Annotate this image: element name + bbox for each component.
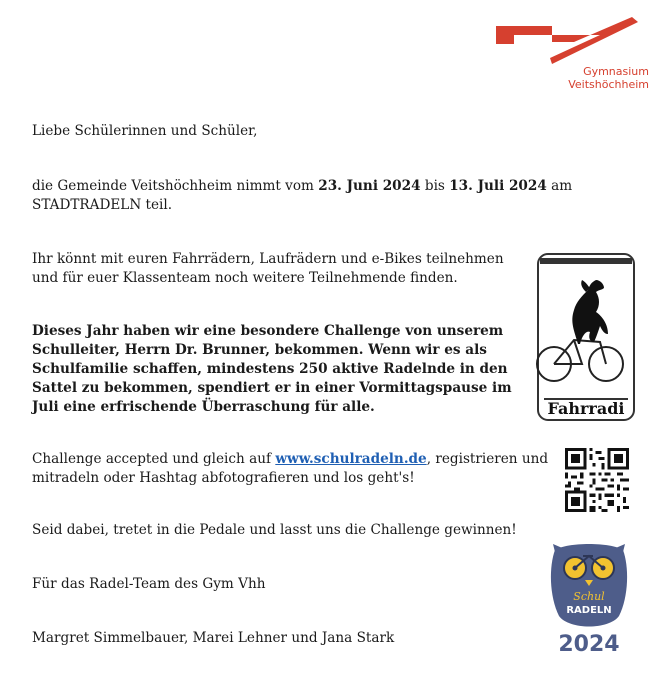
fahrradi-label: Fahrradi: [547, 399, 625, 418]
paragraph-challenge: [32, 322, 512, 417]
greeting: Liebe Schülerinnen und Schüler,: [32, 123, 258, 139]
paragraph-team: Für das Radel-Team des Gym Vhh: [32, 576, 266, 592]
p4-line2: mitradeln oder Hashtag abfotografieren und los geht's!: [32, 470, 415, 486]
paragraph-participation: [32, 250, 504, 288]
owl-icon: [547, 536, 631, 660]
fahrradi-badge: [530, 252, 642, 424]
p4-text-b: , registrieren und: [426, 451, 549, 467]
paragraph-dates: [32, 177, 572, 215]
paragraph-signatures: Margret Simmelbauer, Marei Lehner und Jana Stark: [32, 630, 395, 646]
p1-text-b: bis: [420, 178, 450, 194]
paragraph-register: [32, 450, 548, 488]
p2-line1: Ihr könnt mit euren Fahrrädern, Laufrädern und e-Bikes teilnehmen: [32, 251, 504, 267]
paragraph-motivation: Seid dabei, tretet in die Pedale und lasst uns die Challenge gewinnen!: [32, 522, 517, 538]
p1-text-a: die Gemeinde Veitshöchheim nimmt vom: [32, 178, 319, 194]
p2-line2: und für euer Klassenteam noch weitere Teilnehmende finden.: [32, 270, 458, 286]
owl-text-schul: Schul: [573, 590, 605, 603]
p3-line4: Sattel zu bekommen, spendiert er in einer Vormittagspause im: [32, 380, 512, 396]
fahrradi-horse-bicycle-icon: [530, 252, 642, 424]
logo-line-gymnasium: Gymnasium: [583, 65, 649, 78]
p3-line2: Schulleiter, Herrn Dr. Brunner, bekommen. Wenn wir es als: [32, 342, 487, 358]
p4-text-a: Challenge accepted und gleich auf: [32, 451, 276, 467]
p1-date-start: 23. Juni 2024: [318, 178, 421, 194]
owl-text-radeln: RADELN: [566, 605, 612, 616]
owl-year: 2024: [558, 632, 620, 657]
schulradeln-owl-logo: [547, 536, 631, 660]
p3-line1: Dieses Jahr haben wir eine besondere Challenge von unserem: [32, 323, 504, 339]
p1-line2: STADTRADELN teil.: [32, 197, 173, 213]
schulradeln-link[interactable]: www.schulradeln.de: [275, 451, 427, 467]
p1-text-c: am: [546, 178, 573, 194]
p3-line5: Juli eine erfrischende Überraschung für alle.: [32, 399, 375, 415]
p1-date-end: 13. Juli 2024: [449, 178, 547, 194]
logo-line-veitshoechheim: Veitshöchheim: [568, 78, 649, 91]
p3-line3: Schulfamilie schaffen, mindestens 250 aktive Radelnde in den: [32, 361, 508, 377]
qr-code-icon[interactable]: [565, 448, 629, 512]
school-logo: [492, 14, 657, 91]
